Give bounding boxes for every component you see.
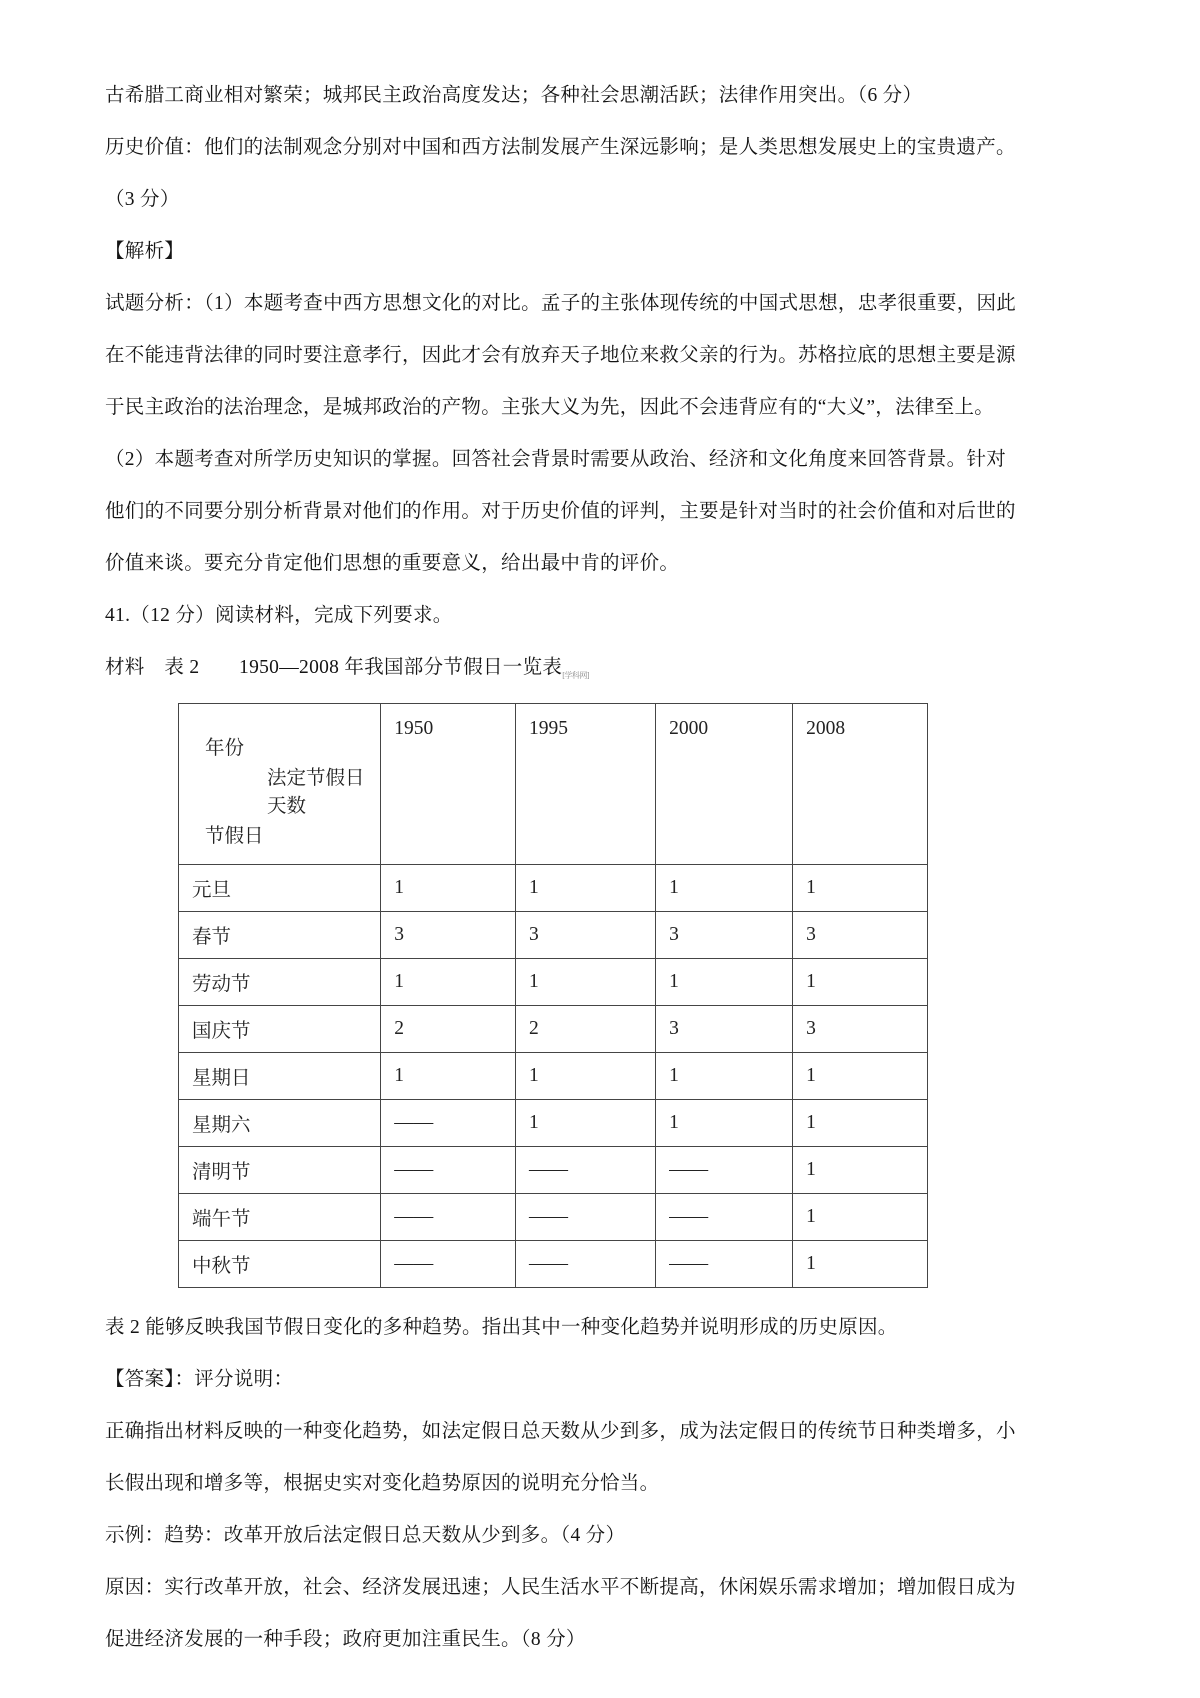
table-row-saturday xyxy=(179,1100,928,1147)
table-row-sunday xyxy=(179,1053,928,1100)
analysis-heading: 【解析】 xyxy=(105,241,185,262)
table-question-prompt: 表 2 能够反映我国节假日变化的多种趋势。指出其中一种变化趋势并说明形成的历史原因。 xyxy=(105,1317,898,1338)
year-header-2000: 2000 xyxy=(656,704,793,865)
paragraph-score-3: （3 分） xyxy=(105,189,180,210)
analysis-line-2: 在不能违背法律的同时要注意孝行，因此才会有放弃天子地位来救父亲的行为。苏格拉底的思想主要是源 xyxy=(105,345,1016,366)
table-corner-inner xyxy=(192,718,380,864)
table-cell: 1 xyxy=(516,1100,656,1147)
table-cell: 1 xyxy=(793,959,928,1006)
table-cell: 1 xyxy=(656,1053,793,1100)
table-cell: 1 xyxy=(793,1241,928,1288)
example-trend-line: 示例：趋势：改革开放后法定假日总天数从少到多。（4 分） xyxy=(105,1525,626,1546)
table-cell: —— xyxy=(381,1194,516,1241)
table-row-mid-autumn xyxy=(179,1241,928,1288)
row-label-cell: 劳动节 xyxy=(179,959,381,1006)
table-cell: 1 xyxy=(516,959,656,1006)
analysis-line-1: 试题分析：（1）本题考查中西方思想文化的对比。孟子的主张体现传统的中国式思想，忠孝很重要，因此 xyxy=(105,293,1017,314)
row-label-cell: 星期六 xyxy=(179,1100,381,1147)
table-cell: —— xyxy=(516,1194,656,1241)
table-cell: 1 xyxy=(516,1053,656,1100)
table-cell: —— xyxy=(656,1241,793,1288)
paragraph-greek-summary: 古希腊工商业相对繁荣；城邦民主政治高度发达；各种社会思潮活跃；法律作用突出。（6 分） xyxy=(105,85,923,106)
table-cell: 1 xyxy=(793,1194,928,1241)
table-cell: 1 xyxy=(656,959,793,1006)
watermark-text: [学科网] xyxy=(562,671,590,680)
table-cell: —— xyxy=(656,1147,793,1194)
table-caption xyxy=(105,642,1112,697)
table-cell: 1 xyxy=(381,959,516,1006)
answer-heading: 【答案】：评分说明： xyxy=(105,1369,294,1390)
analysis-line-5: 他们的不同要分别分析背景对他们的作用。对于历史价值的评判，主要是针对当时的社会价值和对后世的 xyxy=(105,501,1016,522)
table-cell: 2 xyxy=(381,1006,516,1053)
answer-section xyxy=(105,1302,1112,1666)
table-header-row xyxy=(179,704,928,865)
analysis-line-4: （2）本题考查对所学历史知识的掌握。回答社会背景时需要从政治、经济和文化角度来回答背景。针对 xyxy=(105,449,1007,470)
table-cell: 3 xyxy=(656,912,793,959)
scoring-line-1: 正确指出材料反映的一种变化趋势，如法定假日总天数从少到多，成为法定假日的传统节日种类增多，小 xyxy=(105,1421,1016,1442)
table-row-labor-day xyxy=(179,959,928,1006)
row-label-cell: 清明节 xyxy=(179,1147,381,1194)
table-cell: 3 xyxy=(381,912,516,959)
year-header-2008: 2008 xyxy=(793,704,928,865)
corner-label-year: 年份 xyxy=(205,738,245,759)
table-row-qingming xyxy=(179,1147,928,1194)
paragraph-historical-value: 历史价值：他们的法制观念分别对中国和西方法制发展产生深远影响；是人类思想发展史上的宝贵遗产。 xyxy=(105,137,1016,158)
table-cell: 1 xyxy=(516,865,656,912)
row-label-cell: 星期日 xyxy=(179,1053,381,1100)
analysis-line-3: 于民主政治的法治理念，是城邦政治的产物。主张大义为先，因此不会违背应有的“大义”，法律至上。 xyxy=(105,397,995,418)
table-cell: 1 xyxy=(793,1100,928,1147)
table-cell: 2 xyxy=(516,1006,656,1053)
table-row-spring-festival xyxy=(179,912,928,959)
table-cell: 1 xyxy=(381,865,516,912)
table-row-dragon-boat xyxy=(179,1194,928,1241)
table-cell: 3 xyxy=(793,1006,928,1053)
table-cell: —— xyxy=(516,1241,656,1288)
table-cell: 3 xyxy=(656,1006,793,1053)
table-row-new-year xyxy=(179,865,928,912)
year-header-1950: 1950 xyxy=(381,704,516,865)
table-cell: —— xyxy=(381,1100,516,1147)
table-cell: 3 xyxy=(793,912,928,959)
table-cell: 1 xyxy=(793,1053,928,1100)
year-header-1995: 1995 xyxy=(516,704,656,865)
table-row-national-day xyxy=(179,1006,928,1053)
reason-line-2: 促进经济发展的一种手段；政府更加注重民生。（8 分） xyxy=(105,1629,586,1650)
question-41-heading: 41.（12 分）阅读材料，完成下列要求。 xyxy=(105,605,453,626)
table-corner-cell xyxy=(179,704,381,865)
table-cell: —— xyxy=(381,1147,516,1194)
row-label-cell: 春节 xyxy=(179,912,381,959)
corner-label-holiday: 节假日 xyxy=(205,826,264,847)
row-label-cell: 端午节 xyxy=(179,1194,381,1241)
row-label-cell: 元旦 xyxy=(179,865,381,912)
reason-line-1: 原因：实行改革开放，社会、经济发展迅速；人民生活水平不断提高，休闲娱乐需求增加；增加假日成为 xyxy=(105,1577,1016,1598)
table-cell: 1 xyxy=(656,865,793,912)
holiday-table xyxy=(178,703,928,1288)
analysis-line-6: 价值来谈。要充分肯定他们思想的重要意义，给出最中肯的评价。 xyxy=(105,553,680,574)
table-cell: —— xyxy=(656,1194,793,1241)
table-cell: —— xyxy=(381,1241,516,1288)
table-caption-text: 材料 表 2 1950—2008 年我国部分节假日一览表 xyxy=(105,657,563,678)
table-cell: 3 xyxy=(516,912,656,959)
table-cell: 1 xyxy=(381,1053,516,1100)
corner-label-statutory-days: 法定节假日天数 xyxy=(267,768,365,817)
scoring-line-2: 长假出现和增多等，根据史实对变化趋势原因的说明充分恰当。 xyxy=(105,1473,660,1494)
row-label-cell: 国庆节 xyxy=(179,1006,381,1053)
row-label-cell: 中秋节 xyxy=(179,1241,381,1288)
table-cell: 1 xyxy=(656,1100,793,1147)
table-cell: 1 xyxy=(793,1147,928,1194)
table-cell: —— xyxy=(516,1147,656,1194)
table-cell: 1 xyxy=(793,865,928,912)
